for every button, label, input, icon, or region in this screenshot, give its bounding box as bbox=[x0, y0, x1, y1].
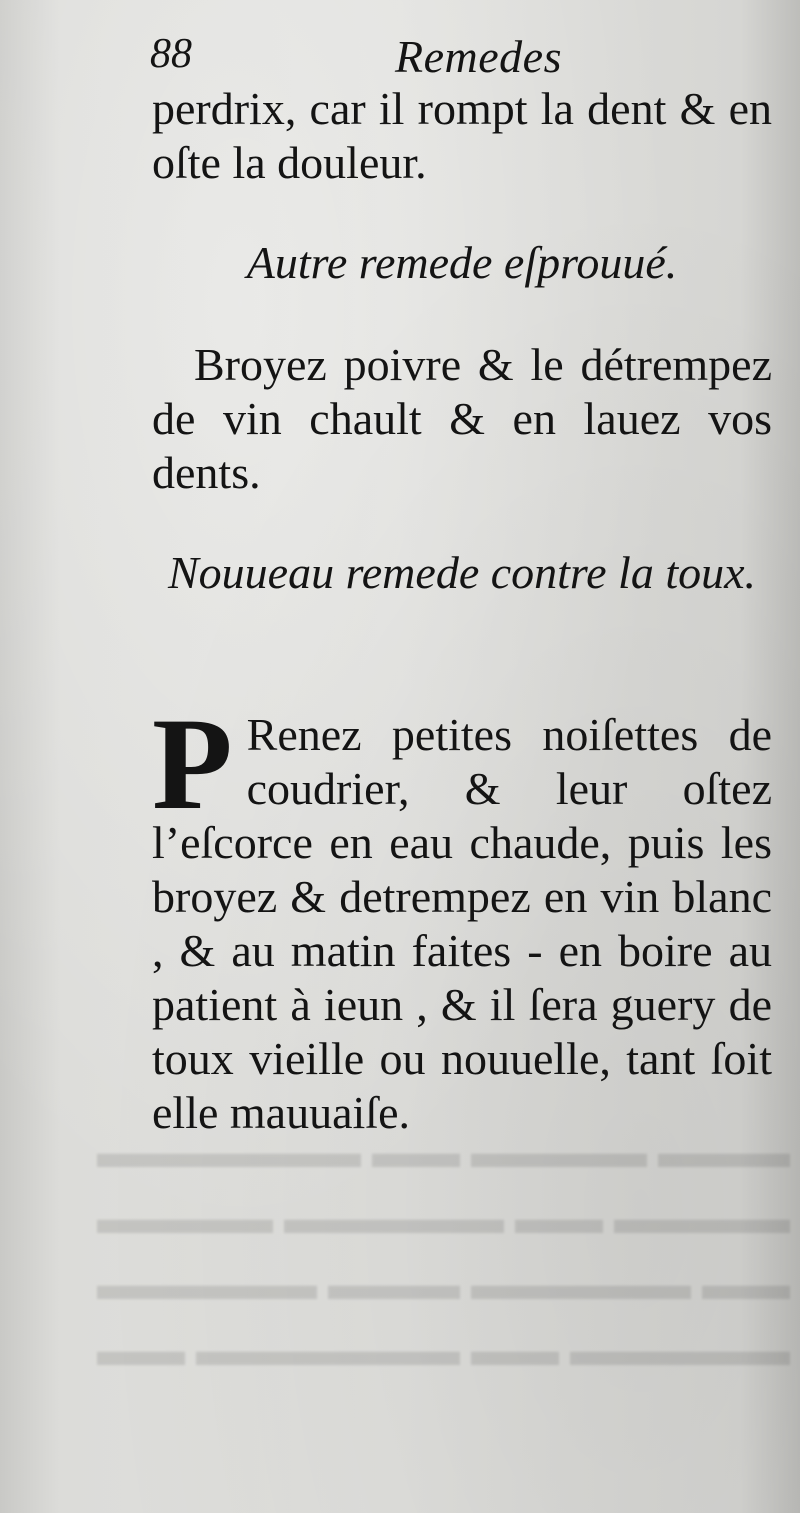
running-title: Remedes bbox=[395, 31, 562, 82]
continuation-text: perdrix, car il rompt la dent & en oſte la douleur. bbox=[152, 83, 772, 188]
section-body-autre-remede: Broyez poivre & le détrempez de vin chault & en lauez vos dents. bbox=[152, 339, 772, 498]
bleed-through-shadow: ▬▬▬ ▬▬▬▬ ▬▬ ▬▬▬▬▬▬ ▬▬▬▬ ▬▬ ▬▬▬▬▬ ▬▬▬▬ ▬▬ ▬▬▬▬▬ ▬▬▬ ▬▬▬▬▬ ▬▬▬▬▬ ▬▬ ▬▬▬▬▬▬ ▬▬ bbox=[97, 1128, 790, 1375]
drop-cap: P bbox=[152, 690, 233, 837]
section-title-autre-remede: Autre remede eſprouué. bbox=[246, 237, 678, 288]
section-title-nouueau-remede: Nouueau remede contre la toux. bbox=[167, 547, 757, 598]
page-number: 88 bbox=[150, 31, 192, 77]
section-body-nouueau-remede bbox=[152, 690, 772, 1140]
section-body-text: Renez petites noiſettes de coudrier, & leur oſtez l’eſcorce en eau chaude, puis les broyez & detrempez en vin blanc , & au matin faites - en boire au patient à ieun , & il ſera guery de toux vieille ou nouuelle, tant ſoit elle mauuaiſe. bbox=[152, 709, 772, 1138]
